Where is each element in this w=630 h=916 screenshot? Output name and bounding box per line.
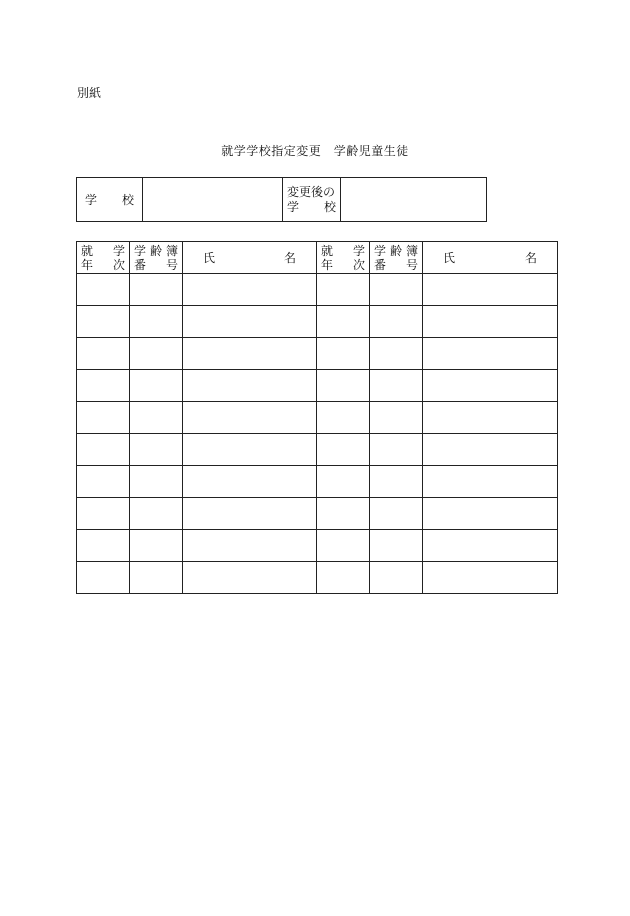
changed-school-value-cell[interactable] (341, 178, 487, 222)
table-row (77, 466, 558, 498)
name-cell[interactable] (423, 274, 558, 306)
register-number-cell[interactable] (370, 338, 423, 370)
register-number-cell[interactable] (130, 434, 183, 466)
grade-cell[interactable] (77, 338, 130, 370)
register-number-cell[interactable] (130, 466, 183, 498)
register-number-cell[interactable] (130, 274, 183, 306)
name-cell[interactable] (183, 274, 317, 306)
table-row (77, 530, 558, 562)
table-row (77, 370, 558, 402)
name-cell[interactable] (183, 434, 317, 466)
register-number-cell[interactable] (130, 498, 183, 530)
register-number-cell[interactable] (370, 562, 423, 594)
name-header-2 (423, 242, 558, 274)
register-number-cell[interactable] (370, 530, 423, 562)
grade-cell[interactable] (77, 498, 130, 530)
reg-header-top-c: 簿 (165, 243, 178, 258)
roster-body (77, 274, 558, 594)
grade-header-top-left: 就 (81, 243, 94, 258)
grade-header-2 (317, 242, 370, 274)
register-number-cell[interactable] (130, 402, 183, 434)
reg-header-bottom-left: 番 (134, 257, 147, 272)
grade-header-bottom-left: 年 (81, 257, 94, 272)
name-cell[interactable] (183, 466, 317, 498)
name-header-left: 氏 (443, 251, 456, 265)
changed-label-left: 学 (287, 199, 300, 214)
grade-cell[interactable] (317, 530, 370, 562)
table-row (77, 562, 558, 594)
table-row (77, 498, 558, 530)
grade-header-top-right: 学 (352, 243, 365, 258)
grade-cell[interactable] (77, 370, 130, 402)
name-cell[interactable] (423, 562, 558, 594)
school-label-right: 校 (121, 193, 134, 207)
name-cell[interactable] (183, 338, 317, 370)
grade-header-bottom-right: 次 (352, 257, 365, 272)
name-header-right: 名 (283, 251, 296, 265)
grade-cell[interactable] (317, 306, 370, 338)
name-cell[interactable] (423, 466, 558, 498)
reg-header-top-c: 簿 (405, 243, 418, 258)
grade-cell[interactable] (77, 434, 130, 466)
grade-header-top-right: 学 (112, 243, 125, 258)
grade-cell[interactable] (317, 498, 370, 530)
register-number-header-2 (370, 242, 423, 274)
school-value-cell[interactable] (143, 178, 283, 222)
reg-header-top-a: 学 (374, 243, 387, 258)
name-cell[interactable] (183, 370, 317, 402)
appendix-label: 別紙 (77, 86, 102, 100)
name-cell[interactable] (423, 530, 558, 562)
name-cell[interactable] (423, 370, 558, 402)
reg-header-bottom-right: 号 (165, 257, 178, 272)
name-cell[interactable] (423, 338, 558, 370)
table-row (77, 434, 558, 466)
name-cell[interactable] (423, 498, 558, 530)
name-cell[interactable] (183, 530, 317, 562)
roster-header-row (77, 242, 558, 274)
table-row (77, 274, 558, 306)
name-cell[interactable] (183, 402, 317, 434)
name-cell[interactable] (423, 306, 558, 338)
grade-header (77, 242, 130, 274)
register-number-cell[interactable] (370, 370, 423, 402)
reg-header-top-b: 齢 (389, 243, 402, 258)
reg-header-top-b: 齢 (149, 243, 162, 258)
register-number-cell[interactable] (370, 402, 423, 434)
grade-cell[interactable] (317, 402, 370, 434)
grade-cell[interactable] (77, 306, 130, 338)
grade-cell[interactable] (317, 562, 370, 594)
school-table (76, 177, 487, 222)
school-label (77, 178, 143, 222)
register-number-cell[interactable] (370, 498, 423, 530)
register-number-cell[interactable] (130, 370, 183, 402)
register-number-cell[interactable] (370, 274, 423, 306)
register-number-cell[interactable] (370, 306, 423, 338)
grade-cell[interactable] (317, 466, 370, 498)
reg-header-bottom-right: 号 (405, 257, 418, 272)
grade-header-bottom-right: 次 (112, 257, 125, 272)
table-row (77, 338, 558, 370)
grade-header-top-left: 就 (321, 243, 334, 258)
reg-header-top-a: 学 (134, 243, 147, 258)
register-number-cell[interactable] (130, 306, 183, 338)
name-cell[interactable] (183, 306, 317, 338)
grade-cell[interactable] (77, 466, 130, 498)
register-number-cell[interactable] (130, 530, 183, 562)
grade-cell[interactable] (317, 338, 370, 370)
register-number-header (130, 242, 183, 274)
grade-header-bottom-left: 年 (321, 257, 334, 272)
grade-cell[interactable] (317, 434, 370, 466)
grade-cell[interactable] (77, 562, 130, 594)
grade-cell[interactable] (77, 274, 130, 306)
reg-header-bottom-left: 番 (374, 257, 387, 272)
register-number-cell[interactable] (130, 338, 183, 370)
register-number-cell[interactable] (370, 466, 423, 498)
name-header-left: 氏 (203, 251, 216, 265)
name-cell[interactable] (423, 434, 558, 466)
table-row (77, 306, 558, 338)
register-number-cell[interactable] (370, 434, 423, 466)
grade-cell[interactable] (77, 402, 130, 434)
name-cell[interactable] (183, 498, 317, 530)
roster-table (76, 241, 558, 594)
table-row (77, 402, 558, 434)
changed-school-label (283, 178, 341, 222)
name-header-right: 名 (524, 251, 537, 265)
page-title: 就学学校指定変更 学齢児童生徒 (221, 144, 409, 158)
changed-label-right: 校 (323, 199, 336, 214)
name-cell[interactable] (183, 562, 317, 594)
grade-cell[interactable] (317, 370, 370, 402)
name-header (183, 242, 317, 274)
grade-cell[interactable] (77, 530, 130, 562)
school-label-left: 学 (85, 193, 98, 207)
changed-label-line1: 変更後の (287, 184, 336, 199)
grade-cell[interactable] (317, 274, 370, 306)
register-number-cell[interactable] (130, 562, 183, 594)
name-cell[interactable] (423, 402, 558, 434)
